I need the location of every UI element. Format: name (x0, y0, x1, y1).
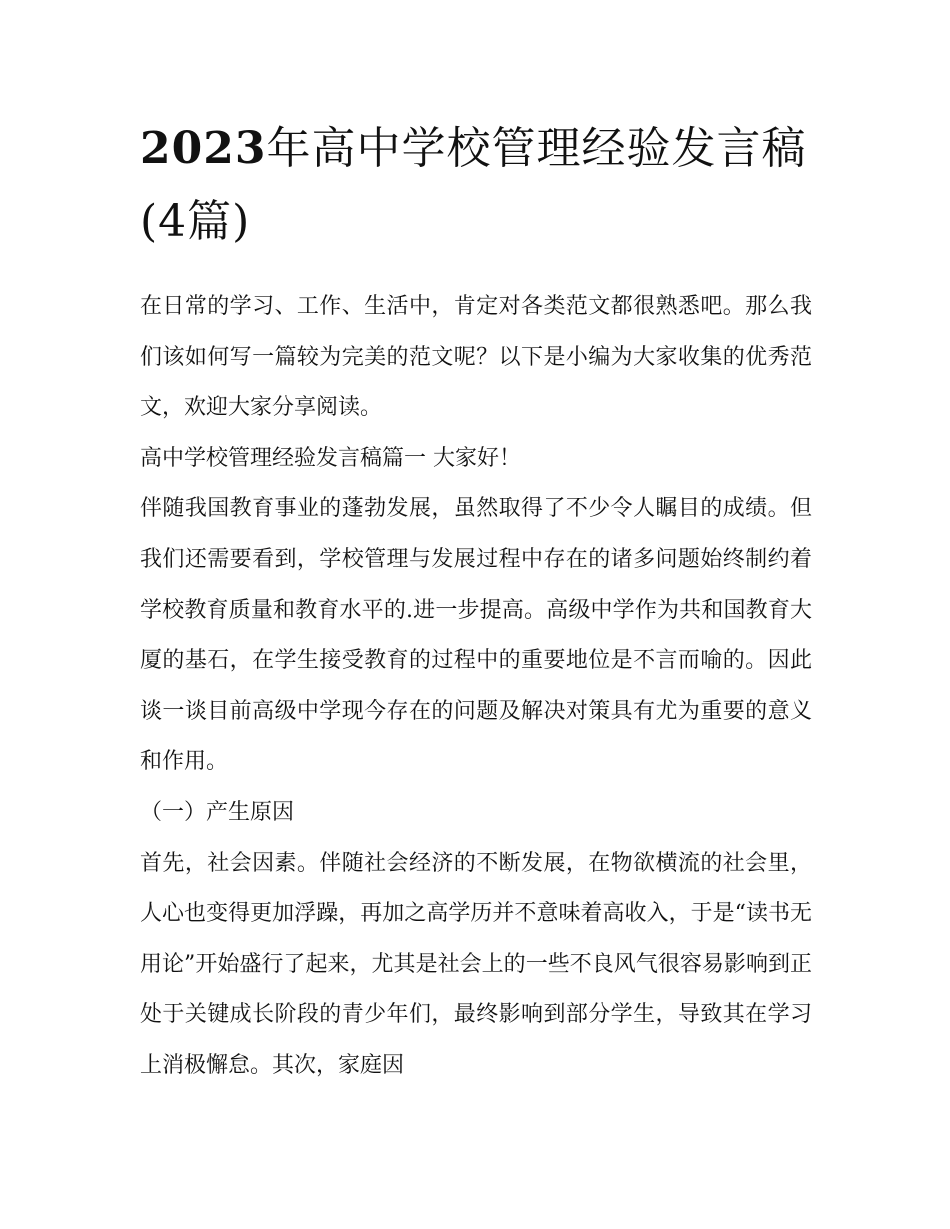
paragraph-background: 伴随我国教育事业的蓬勃发展，虽然取得了不少令人瞩目的成绩。但我们还需要看到，学校管理与发展过程中存在的诸多问题始终制约着学校教育质量和教育水平的.进一步提高。高级中学作为共和国教育大厦的基石，在学生接受教育的过程中的重要地位是不言而喻的。因此谈一谈目前高级中学现今存在的问题及解决对策具有尤为重要的意义和作用。 (140, 496, 812, 775)
paragraph-intro: 在日常的学习、工作、生活中，肯定对各类范文都很熟悉吧。那么我们该如何写一篇较为完美的范文呢？以下是小编为大家收集的优秀范文，欢迎大家分享阅读。 (140, 294, 812, 421)
document-body (140, 282, 812, 1092)
section-heading-causes: （一）产生原因 (140, 799, 295, 825)
document-page (140, 112, 812, 1092)
paragraph-greeting: 高中学校管理经验发言稿篇一 大家好！ (140, 445, 521, 471)
title-year: 2023 (140, 123, 267, 174)
document-title: 2023年高中学校管理经验发言稿(4篇) (140, 123, 807, 247)
paragraph-causes: 首先，社会因素。伴随社会经济的不断发展，在物欲横流的社会里，人心也变得更加浮躁，再加之高学历并不意味着高收入，于是“读书无用论”开始盛行了起来，尤其是社会上的一些不良风气很容易影响到正处于关键成长阶段的青少年们，最终影响到部分学生，导致其在学习上消极懈怠。其次，家庭因 (140, 850, 812, 1078)
